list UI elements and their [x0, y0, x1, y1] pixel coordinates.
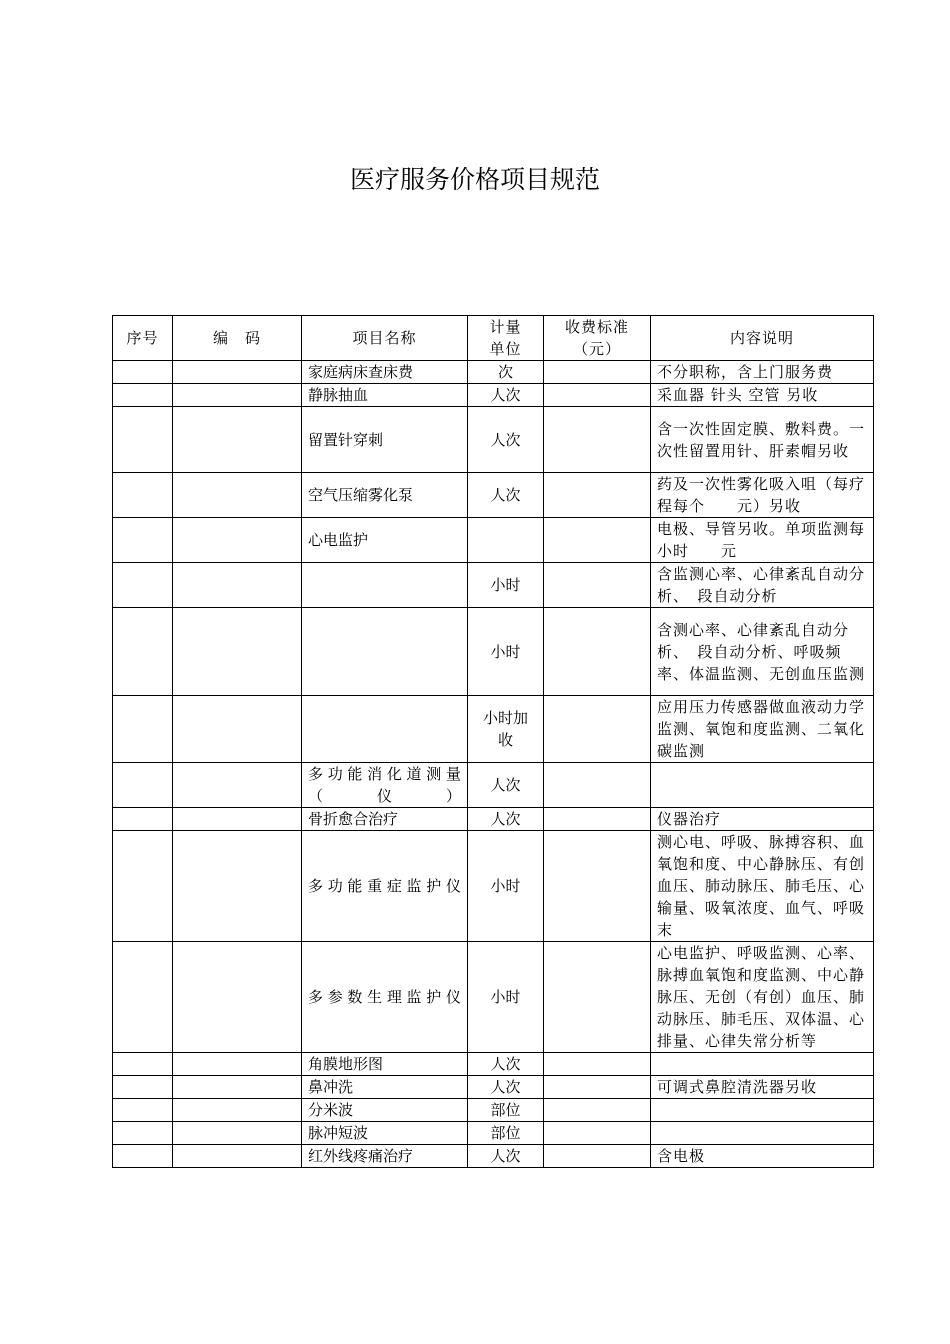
- row-desc: 测心电、呼吸、脉搏容积、血氧饱和度、中心静脉压、有创血压、肺动脉压、肺毛压、心输量、吸氧浓度、血气、呼吸末: [651, 831, 874, 942]
- row-desc: 采血器 针头 空管 另收: [651, 384, 874, 407]
- row-unit: 人次: [468, 1076, 544, 1099]
- row-price: [544, 1145, 651, 1168]
- table-row: [113, 763, 874, 808]
- row-name: [302, 696, 468, 763]
- row-seq: [113, 608, 173, 696]
- row-desc: [651, 1122, 874, 1145]
- table-row: [113, 384, 874, 407]
- table-row: [113, 1099, 874, 1122]
- row-name: [302, 563, 468, 608]
- row-seq: [113, 563, 173, 608]
- row-desc: 含电极: [651, 1145, 874, 1168]
- row-code: [173, 361, 302, 384]
- row-desc: [651, 1099, 874, 1122]
- row-unit: 人次: [468, 763, 544, 808]
- row-code: [173, 808, 302, 831]
- table-row: [113, 407, 874, 473]
- table-row: [113, 808, 874, 831]
- row-price: [544, 763, 651, 808]
- row-name: 鼻冲洗: [302, 1076, 468, 1099]
- table-row: [113, 831, 874, 942]
- row-code: [173, 763, 302, 808]
- row-code: [173, 384, 302, 407]
- row-seq: [113, 518, 173, 563]
- row-price: [544, 361, 651, 384]
- row-desc: 心电监护、呼吸监测、心率、脉搏血氧饱和度监测、中心静脉压、无创（有创）血压、肺动脉压、肺毛压、双体温、心排量、心律失常分析等: [651, 942, 874, 1053]
- row-seq: [113, 1122, 173, 1145]
- row-desc: 可调式鼻腔清洗器另收: [651, 1076, 874, 1099]
- row-name: 骨折愈合治疗: [302, 808, 468, 831]
- row-desc: 电极、导管另收。单项监测每小时 元: [651, 518, 874, 563]
- header-desc: 内容说明: [651, 316, 874, 361]
- row-unit: 小时: [468, 831, 544, 942]
- row-code: [173, 563, 302, 608]
- row-price: [544, 1053, 651, 1076]
- row-desc: [651, 763, 874, 808]
- row-unit: 小时: [468, 563, 544, 608]
- row-unit: 小时: [468, 608, 544, 696]
- row-seq: [113, 696, 173, 763]
- table-row: [113, 942, 874, 1053]
- row-unit: 人次: [468, 1053, 544, 1076]
- row-name: 多功能消化道测量（仪）: [302, 763, 468, 808]
- row-code: [173, 407, 302, 473]
- row-code: [173, 1145, 302, 1168]
- header-price: 收费标准 （元）: [544, 316, 651, 361]
- header-unit: 计量 单位: [468, 316, 544, 361]
- row-unit: 小时加收: [468, 696, 544, 763]
- row-unit: 次: [468, 361, 544, 384]
- row-seq: [113, 763, 173, 808]
- row-unit: 小时: [468, 942, 544, 1053]
- table-row: [113, 608, 874, 696]
- row-name: 角膜地形图: [302, 1053, 468, 1076]
- row-code: [173, 1076, 302, 1099]
- row-desc: 应用压力传感器做血液动力学监测、氧饱和度监测、二氧化碳监测: [651, 696, 874, 763]
- row-seq: [113, 1076, 173, 1099]
- row-desc: 含测心率、心律紊乱自动分析、 段自动分析、呼吸频率、体温监测、无创血压监测: [651, 608, 874, 696]
- row-unit: 人次: [468, 384, 544, 407]
- row-seq: [113, 808, 173, 831]
- row-price: [544, 407, 651, 473]
- table-row: [113, 1053, 874, 1076]
- table-row: [113, 473, 874, 518]
- row-seq: [113, 1053, 173, 1076]
- row-code: [173, 473, 302, 518]
- row-code: [173, 1053, 302, 1076]
- row-seq: [113, 942, 173, 1053]
- page-title: 医疗服务价格项目规范: [349, 165, 600, 194]
- row-name: 分米波: [302, 1099, 468, 1122]
- row-name: 多参数生理监护仪: [302, 942, 468, 1053]
- row-seq: [113, 361, 173, 384]
- row-seq: [113, 473, 173, 518]
- row-name: 留置针穿刺: [302, 407, 468, 473]
- table-row: [113, 518, 874, 563]
- row-code: [173, 831, 302, 942]
- row-name: 多功能重症监护仪: [302, 831, 468, 942]
- row-seq: [113, 1145, 173, 1168]
- row-price: [544, 384, 651, 407]
- row-code: [173, 518, 302, 563]
- row-code: [173, 696, 302, 763]
- row-code: [173, 608, 302, 696]
- header-name: 项目名称: [302, 316, 468, 361]
- row-price: [544, 608, 651, 696]
- header-row: [113, 316, 874, 361]
- row-price: [544, 1122, 651, 1145]
- row-seq: [113, 384, 173, 407]
- row-price: [544, 1099, 651, 1122]
- table-row: [113, 696, 874, 763]
- row-seq: [113, 831, 173, 942]
- row-desc: 仪器治疗: [651, 808, 874, 831]
- table-row: [113, 563, 874, 608]
- row-desc: [651, 1053, 874, 1076]
- table-row: [113, 1145, 874, 1168]
- table-row: [113, 1122, 874, 1145]
- header-seq: 序号: [113, 316, 173, 361]
- row-price: [544, 831, 651, 942]
- row-code: [173, 1122, 302, 1145]
- row-name: 空气压缩雾化泵: [302, 473, 468, 518]
- row-unit: 部位: [468, 1099, 544, 1122]
- price-table: [112, 315, 874, 1168]
- row-desc: 药及一次性雾化吸入咀（每疗程每个 元）另收: [651, 473, 874, 518]
- row-desc: 含监测心率、心律紊乱自动分析、 段自动分析: [651, 563, 874, 608]
- row-code: [173, 942, 302, 1053]
- row-unit: 部位: [468, 1122, 544, 1145]
- row-desc: 含一次性固定膜、敷料费。一次性留置用针、肝素帽另收: [651, 407, 874, 473]
- row-price: [544, 808, 651, 831]
- row-name: 家庭病床查床费: [302, 361, 468, 384]
- table-row: [113, 361, 874, 384]
- row-name: 静脉抽血: [302, 384, 468, 407]
- row-price: [544, 563, 651, 608]
- row-seq: [113, 1099, 173, 1122]
- row-seq: [113, 407, 173, 473]
- row-name: 心电监护: [302, 518, 468, 563]
- table-body: [113, 361, 874, 1168]
- row-name: 脉冲短波: [302, 1122, 468, 1145]
- row-name: [302, 608, 468, 696]
- row-unit: 人次: [468, 407, 544, 473]
- row-price: [544, 1076, 651, 1099]
- table-row: [113, 1076, 874, 1099]
- header-code: 编 码: [173, 316, 302, 361]
- row-unit: 人次: [468, 808, 544, 831]
- row-price: [544, 518, 651, 563]
- row-price: [544, 942, 651, 1053]
- row-price: [544, 473, 651, 518]
- row-desc: 不分职称，含上门服务费: [651, 361, 874, 384]
- row-price: [544, 696, 651, 763]
- row-unit: [468, 518, 544, 563]
- row-code: [173, 1099, 302, 1122]
- row-unit: 人次: [468, 1145, 544, 1168]
- row-unit: 人次: [468, 473, 544, 518]
- row-name: 红外线疼痛治疗: [302, 1145, 468, 1168]
